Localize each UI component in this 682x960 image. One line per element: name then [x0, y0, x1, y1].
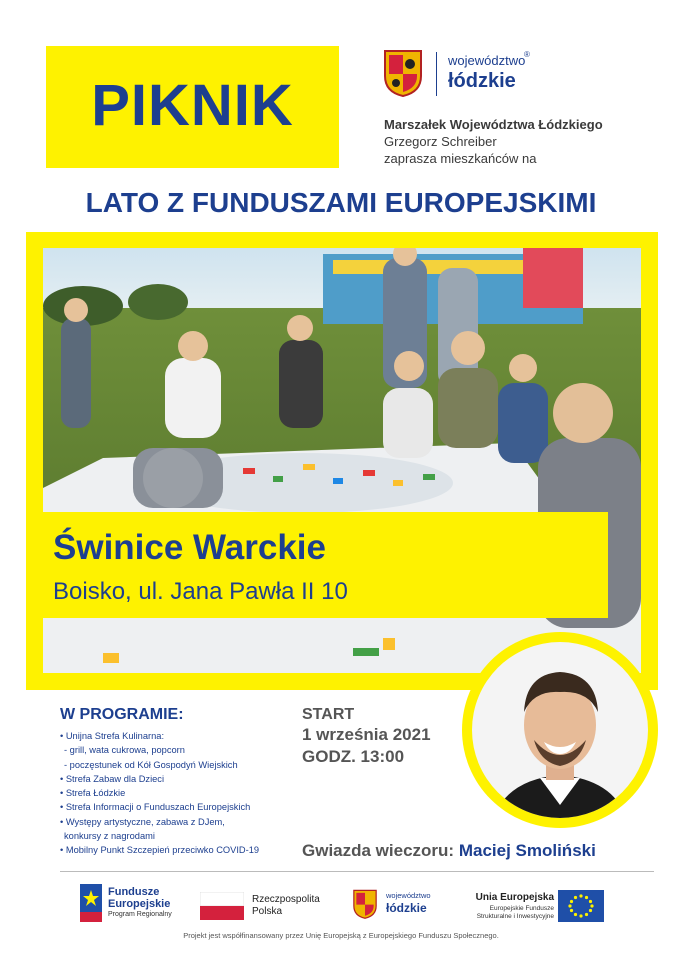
- location-address: Boisko, ul. Jana Pawła II 10: [53, 578, 348, 605]
- fe-line1: Fundusze: [108, 886, 160, 898]
- star-name: Maciej Smoliński: [458, 841, 596, 860]
- region-logo: [382, 48, 542, 98]
- polish-flag-icon: [200, 892, 244, 920]
- host-name: Grzegorz Schreiber: [384, 134, 497, 149]
- start-date: 1 września 2021: [302, 725, 431, 744]
- start-time: GODZ. 13:00: [302, 747, 405, 766]
- region-divider: [436, 52, 437, 96]
- program-item: - poczęstunek od Kół Gospodyń Wiejskich: [64, 759, 238, 770]
- program-item: • Strefa Łódzkie: [60, 788, 126, 799]
- rzeczpospolita-logo: [200, 890, 330, 922]
- registered-mark: ®: [524, 50, 530, 59]
- piknik-title: PIKNIK: [91, 73, 294, 138]
- eu-flag-icon: [558, 890, 604, 922]
- rp-line1: Rzeczpospolita: [252, 894, 320, 905]
- event-title: LATO Z FUNDUSZAMI EUROPEJSKIMI: [85, 187, 597, 218]
- rp-line2: Polska: [252, 906, 283, 917]
- region-line2: łódzkie: [448, 70, 516, 92]
- host-invite: zaprasza mieszkańców na: [384, 151, 537, 166]
- program-item: • Unijna Strefa Kulinarna:: [60, 731, 165, 741]
- star-label: Gwiazda wieczoru:: [302, 841, 455, 860]
- star-line: [302, 841, 596, 861]
- program-item: • Strefa Informacji o Funduszach Europejskich: [60, 802, 251, 813]
- program-item: • Mobilny Punkt Szczepień przeciwko COVID-19: [60, 845, 260, 856]
- woj-line1: województwo: [386, 891, 431, 900]
- fe-line3: Program Regionalny: [108, 911, 172, 918]
- start-label: START: [302, 706, 355, 723]
- location-name: Świnice Warckie: [53, 528, 326, 567]
- host-title: Marszałek Województwa Łódzkiego: [384, 117, 603, 132]
- program-heading: W PROGRAMIE:: [60, 706, 184, 723]
- footer-note: Projekt jest współfinansowany przez Unię Europejską z Europejskiego Funduszu Społecznego.: [183, 931, 499, 940]
- fe-star-icon: [80, 884, 102, 922]
- wojewodztwo-lodzkie-logo: [352, 888, 442, 922]
- fundusze-europejskie-logo: [80, 884, 190, 924]
- region-crest-small-icon: [352, 888, 378, 920]
- unia-europejska-logo: [458, 888, 608, 924]
- woj-line2: łódzkie: [386, 901, 427, 915]
- program-item: • Strefa Zabaw dla Dzieci: [60, 773, 165, 784]
- program-item: - grill, wata cukrowa, popcorn: [64, 745, 185, 756]
- program-item: • Występy artystyczne, zabawa z DJem,: [60, 816, 225, 827]
- fe-line2: Europejskie: [108, 898, 171, 910]
- program-list: [60, 729, 310, 858]
- ue-line3: Strukturalne i Inwestycyjne: [476, 913, 554, 920]
- footer-divider: [60, 871, 654, 872]
- program-item: konkursy z nagrodami: [64, 831, 155, 842]
- region-crest-icon: [382, 48, 424, 98]
- star-portrait: [460, 630, 660, 830]
- region-line1: województwo: [448, 53, 526, 68]
- ue-line1: Unia Europejska: [475, 892, 554, 903]
- ue-line2: Europejskie Fundusze: [489, 905, 554, 912]
